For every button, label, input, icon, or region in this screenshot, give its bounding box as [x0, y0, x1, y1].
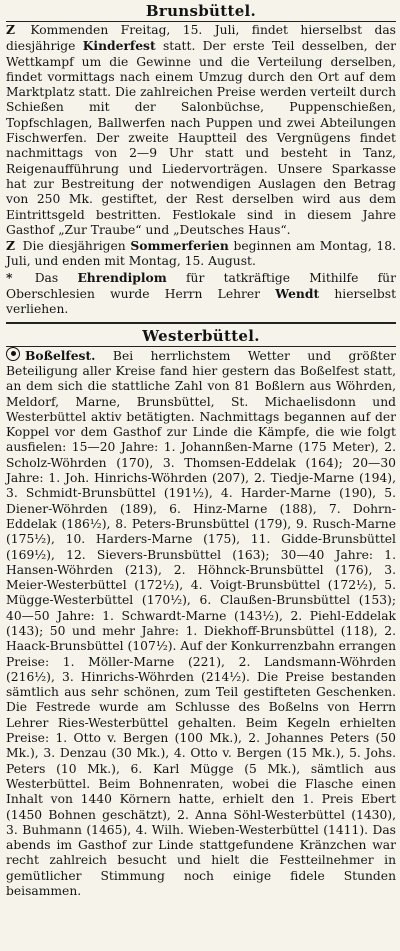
section-body-brunsbuettel: [6, 22, 396, 318]
keyword-wendt: Wendt: [275, 286, 320, 302]
keyword-ehrendiplom: Ehrendiplom: [77, 269, 167, 285]
paragraph-marker: Z: [6, 238, 15, 254]
paragraph-marker: Z: [6, 22, 15, 37]
keyword-bosselfest: Boßelfest.: [25, 347, 96, 363]
paragraph-marker: *: [6, 269, 13, 285]
text-run: für tatkräftige Mithilfe für Oberschlesien wurde Herrn Lehrer: [6, 270, 396, 302]
bullet-circle-icon: [6, 347, 20, 361]
keyword-kinderfest: Kinderfest: [82, 38, 156, 54]
text-run: hierselbst verliehen.: [6, 287, 397, 317]
article-sommerferien: [6, 238, 396, 270]
article-bosselfest: [6, 347, 396, 900]
article-kinderfest: [6, 22, 396, 238]
text-run: Kommenden Freitag, 15. Juli, findet hierselbst das diesjährige: [6, 23, 396, 54]
text-run: statt. Der erste Teil desselben, der Wettkampf um die Gewinne und die Verteilung derselben, findet vormittags nach einem Umzug durch den Ort auf dem Marktplatz statt. Die zahlreichen Preise werden verteilt durch Schießen mit der Salonbüchse, Puppenschießen, Topfschlagen, Ballwerfen nach Puppen und zwei Abteilungen Fischwerfen. Der zweite Hauptteil des Vergnügens findet nachmittags von 2—9 Uhr statt und besteht in Tanz, Reigenaufführung und Liedervorträgen. Unsere Sparkasse hat zur Bestreitung der notwendigen Auslagen den Betrag von 250 Mk. gestiftet, der Rest derselben wird aus dem Eintrittsgeld bestritten. Festlokale sind in diesem Jahre Gasthof „Zur Traube“ und „Deutsches Haus“.: [6, 39, 396, 237]
text-run: beginnen am Montag, 18. Juli, und enden mit Montag, 15. August.: [6, 239, 396, 269]
section-body-westerbuettel: [6, 347, 396, 900]
article-ehrendiplom: [6, 270, 396, 318]
text-run: Bei herrlichstem Wetter und größter Beteiligung aller Kreise fand hier gestern das Boßelfest statt, an dem sich die stattliche Zahl von 81 Boßlern aus Wöhrden, Meldorf, Marne, Brunsbüttel, St. Michaelisdonn und Westerbüttel aktiv betätigten. Nachmittags begannen auf der Koppel vor dem Gasthof zur Linde die Kämpfe, die wie folgt ausfielen: 15—20 Jahre: 1. Johannßen-Marne (175 Meter), 2. Scholz-Wöhrden (170), 3. Thomsen-Eddelak (164); 20—30 Jahre: 1. Joh. Hinrichs-Wöhrden (207), 2. Tiedje-Marne (194), 3. Schmidt-Brunsbüttel (191½), 4. Harder-Marne (190), 5. Diener-Wöhrden (189), 6. Hinz-Marne (188), 7. Dohrn-Eddelak (186½), 8. Peters-Brunsbüttel (179), 9. Rusch-Marne (175½), 10. Harders-Marne (175), 11. Gidde-Brunsbüttel (169½), 12. Sievers-Brunsbüttel (163); 30—40 Jahre: 1. Hansen-Wöhrden (213), 2. Höhnck-Brunsbüttel (176), 3. Meier-Westerbüttel (172½), 4. Voigt-Brunsbüttel (172½), 5. Mügge-Westerbüttel (170½), 6. Claußen-Brunsbüttel (153); 40—50 Jahre: 1. Schwardt-Marne (143½), 2. Piehl-Eddelak (143); 50 und mehr Jahre: 1. Diekhoff-Brunsbüttel (118), 2. Haack-Brunsbüttel (107½). Auf der Konkurrenzbahn errangen Preise: 1. Möller-Marne (221), 2. Landsmann-Wöhrden (216½), 3. Hinrichs-Wöhrden (214½). Die Preise bestanden sämtlich aus sehr schönen, zum Teil gestifteten Geschenken. Die Festrede wurde am Schlusse des Boßelns von Herrn Lehrer Ries-Westerbüttel gehalten. Beim Kegeln erhielten Preise: 1. Otto v. Bergen (100 Mk.), 2. Johannes Peters (50 Mk.), 3. Denzau (30 Mk.), 4. Otto v. Bergen (15 Mk.), 5. Johs. Peters (10 Mk.), 6. Karl Mügge (5 Mk.), sämtlich aus Westerbüttel. Beim Bohnenraten, wobei die Flasche einen Inhalt von 1440 Körnern hatte, erhielt den 1. Preis Ebert (1450 Bohnen geschätzt), 2. Anna Söhl-Westerbüttel (1430), 3. Buhmann (1465), 4. Wilh. Wieben-Westerbüttel (1411). Das abends im Gasthof zur Linde stattgefundene Kränzchen war recht zahlreich besucht und hielt die Festteilnehmer in gemütlicher Stimmung noch einige fidele Stunden beisammen.: [6, 348, 396, 899]
keyword-sommerferien: Sommerferien: [130, 238, 229, 254]
section-heading-brunsbuettel: Brunsbüttel.: [6, 2, 396, 22]
text-run: Die diesjährigen: [22, 239, 131, 254]
text-run: Das: [34, 270, 78, 285]
section-heading-westerbuettel: Westerbüttel.: [6, 322, 396, 347]
